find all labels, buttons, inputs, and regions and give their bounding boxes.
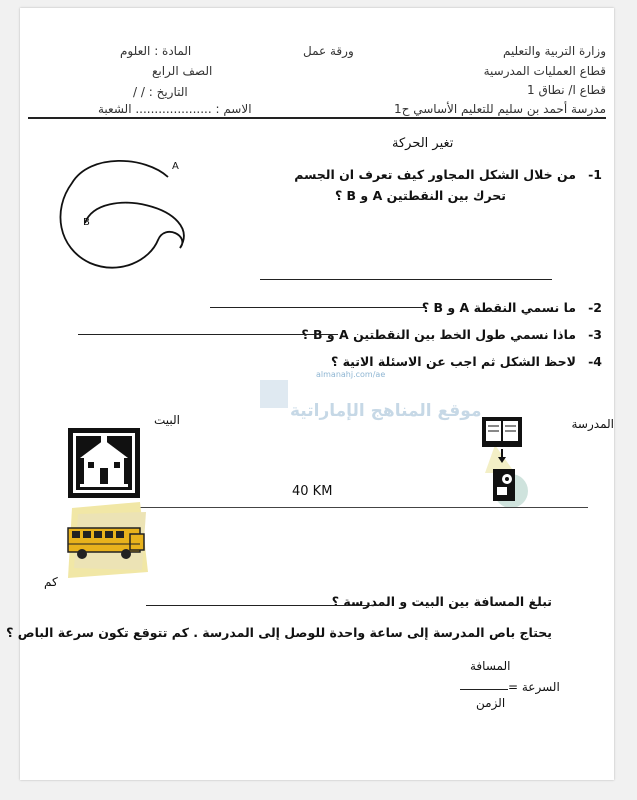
school-bus-icon <box>64 502 154 582</box>
q5-answer-line <box>146 605 376 606</box>
book-reader-icon <box>475 413 535 508</box>
watermark-url: almanahj.com/ae <box>316 370 386 379</box>
q2-number: -2 <box>588 300 602 315</box>
home-label: البيت <box>154 413 181 427</box>
point-b-label: B <box>83 217 90 228</box>
formula-denominator: الزمن <box>476 696 506 710</box>
q3-answer-line <box>78 334 338 335</box>
formula-lhs: السرعة = <box>508 680 560 694</box>
km-unit-label: كم <box>44 575 58 589</box>
q2-text: ما نسمي النقطة A و B ؟ <box>421 300 576 315</box>
distance-line <box>138 507 588 508</box>
q3-text: ماذا نسمي طول الخط بين النقطتين A و B ؟ <box>301 327 576 342</box>
formula-numerator: المسافة <box>470 659 511 673</box>
school-label: المدرسة <box>571 417 614 431</box>
worksheet-label: ورقة عمل <box>303 44 354 58</box>
q1-line2: تحرك بين النقطتين A و B ؟ <box>334 188 506 203</box>
header-divider <box>28 117 606 119</box>
q3-number: -3 <box>588 327 602 342</box>
q1-answer-line <box>260 279 552 280</box>
grade-label: الصف الرابع <box>152 64 213 78</box>
subject-label: المادة : العلوم <box>120 44 192 58</box>
formula-fraction-bar <box>460 689 508 690</box>
date-field: التاريخ : / / <box>133 85 188 99</box>
q4-number: -4 <box>588 354 602 369</box>
q1-number: -1 <box>588 167 602 182</box>
path-diagram <box>50 148 180 278</box>
school-name: مدرسة أحمد بن سليم للتعليم الأساسي ح1 <box>394 102 606 116</box>
q2-answer-line <box>210 307 425 308</box>
name-field: الاسم : .................... الشعبة <box>98 102 252 116</box>
ministry-name: وزارة التربية والتعليم <box>502 44 606 58</box>
lesson-title: تغير الحركة <box>392 136 454 151</box>
zone-name: قطاع ا/ نطاق 1 <box>526 83 606 97</box>
sector-name: قطاع العمليات المدرسية <box>483 64 606 78</box>
watermark-logo <box>260 380 288 408</box>
worksheet-page <box>6 8 614 780</box>
q1-line1: من خلال الشكل المجاور كيف تعرف ان الجسم <box>294 167 576 182</box>
point-a-label: A <box>172 161 179 172</box>
distance-label: 40 KM <box>292 484 333 499</box>
q6-text: يحتاج باص المدرسة إلى ساعة واحدة للوصل إلى المدرسة . كم تتوقع تكون سرعة الباص ؟ <box>6 625 552 640</box>
q4-text: لاحظ الشكل ثم اجب عن الاسئلة الاتية ؟ <box>331 354 576 369</box>
watermark-text: موقع المناهج الإماراتية <box>290 401 482 421</box>
house-icon <box>68 428 140 498</box>
q5-text: تبلغ المسافة بين البيت و المدرسة ؟ <box>331 594 552 609</box>
